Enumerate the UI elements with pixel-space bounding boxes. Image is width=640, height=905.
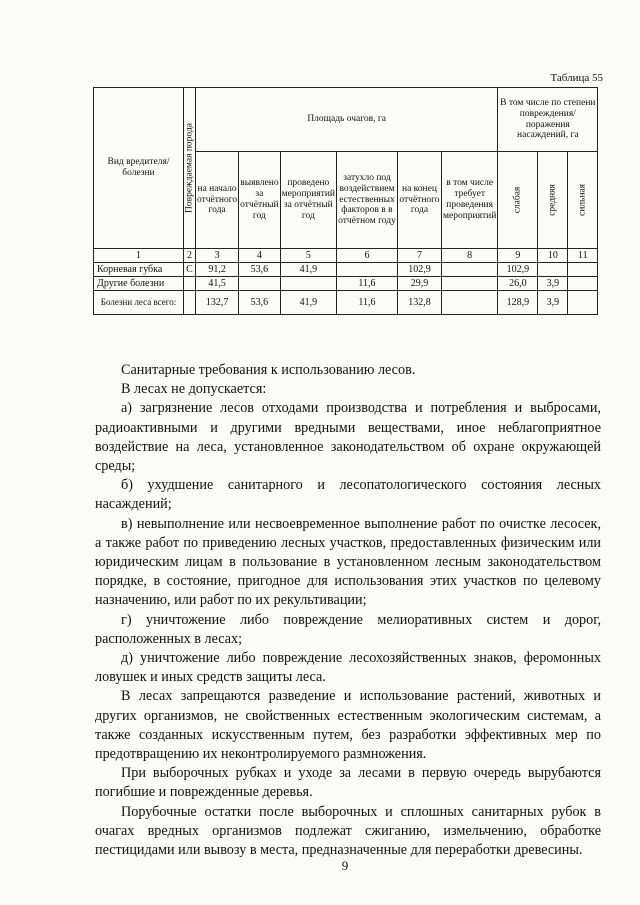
col-number: 4 <box>239 249 280 263</box>
paragraph-item-d: д) уничтожение либо повреждение лесохозяйственных знаков, феромонных ловушек и иных средств защиты леса. <box>95 650 601 686</box>
cell: С <box>184 263 196 277</box>
col-number: 10 <box>538 249 568 263</box>
paragraph-title: Санитарные требования к использованию лесов. <box>121 362 416 378</box>
cell: 53,6 <box>239 263 280 277</box>
cell: 26,0 <box>498 277 538 291</box>
cell <box>184 277 196 291</box>
header-c5: проведено мероприятий за отчётный год <box>280 152 336 249</box>
cell: Корневая губка <box>94 263 184 277</box>
table-caption: Таблица 55 <box>550 72 603 84</box>
cell <box>280 277 336 291</box>
cell: 41,9 <box>280 291 336 315</box>
header-c10 <box>538 152 568 249</box>
paragraph-item-v: в) невыполнение или несвоевременное выполнение работ по очистке лесосек, а также работ по приведению лесных участков, предоставленных физическим или юридическим лицам в пользование в установленном лесным законодательством порядке, в состояние, пригодное для использования этих участков по целевому назначению, или работ по их рекультивации; <box>95 515 601 609</box>
cell: 102,9 <box>498 263 538 277</box>
col-number: 11 <box>568 249 598 263</box>
header-c7: на конец отчётного года <box>397 152 441 249</box>
header-c3: на начало отчётного года <box>196 152 239 249</box>
cell: 41,5 <box>196 277 239 291</box>
col-number: 6 <box>336 249 397 263</box>
paragraph: При выборочных рубках и уходе за лесами в первую очередь вырубаются погибшие и поврежденные деревья. <box>95 765 601 801</box>
header-poroda-label: Повреждаемая порода <box>184 123 195 213</box>
table-row <box>94 277 598 291</box>
header-c9-label: слабая <box>512 186 523 214</box>
header-area-group: Площадь очагов, га <box>196 88 498 152</box>
paragraph-item-g: г) уничтожение либо повреждение мелиоративных систем и дорог, расположенных в лесах; <box>95 611 601 647</box>
paragraph-item-b: б) ухудшение санитарного и лесопатологического состояния лесных насаждений; <box>95 477 601 513</box>
cell <box>336 263 397 277</box>
paragraph: Порубочные остатки после выборочных и сплошных санитарных рубок в очагах вредных организмов подлежат сжиганию, измельчению, обработке пестицидами или вывозу в места, предназначенные для переработки древесины. <box>95 803 601 859</box>
cell <box>239 277 280 291</box>
cell <box>568 263 598 277</box>
table-row <box>94 263 598 277</box>
cell <box>538 263 568 277</box>
cell: 11,6 <box>336 291 397 315</box>
cell: Другие болезни <box>94 277 184 291</box>
cell <box>441 277 497 291</box>
paragraph-item-a: а) загрязнение лесов отходами производства и потребления и выбросами, радиоактивными и другими вредными веществами, иное неблагоприятное воздействие на леса, установленное законодательством об охране окружающей среды; <box>95 400 601 475</box>
header-c6: затухло под воздействием естественных факторов в в отчётном году <box>336 152 397 249</box>
header-c11-label: сильная <box>577 183 588 217</box>
col-number: 8 <box>441 249 497 263</box>
cell: 91,2 <box>196 263 239 277</box>
cell <box>568 277 598 291</box>
col-number: 9 <box>498 249 538 263</box>
cell: 41,9 <box>280 263 336 277</box>
col-number: 3 <box>196 249 239 263</box>
cell: 102,9 <box>397 263 441 277</box>
cell: 132,7 <box>196 291 239 315</box>
col-number: 2 <box>184 249 196 263</box>
col-number: 5 <box>280 249 336 263</box>
cell: 29,9 <box>397 277 441 291</box>
cell <box>184 291 196 315</box>
header-c10-label: средняя <box>547 184 558 216</box>
cell: Болезни леса всего: <box>94 291 184 315</box>
header-c11 <box>568 152 598 249</box>
cell: 3,9 <box>538 291 568 315</box>
column-number-row <box>94 249 598 263</box>
header-damage-group: В том числе по степени повреждения/поражения насаждений, га <box>498 88 598 152</box>
col-number: 1 <box>94 249 184 263</box>
cell: 132,8 <box>397 291 441 315</box>
header-poroda <box>184 88 196 249</box>
pest-foci-table <box>93 87 598 315</box>
paragraph: В лесах запрещаются разведение и использование растений, животных и других организмов, не свойственных естественным экологическим системам, а также созданных искусственным путем, без разработки эффективных мер по предотвращению их неконтролируемого размножения. <box>95 688 601 763</box>
header-c9 <box>498 152 538 249</box>
header-vid: Вид вредителя/болезни <box>94 88 184 249</box>
table-row-total <box>94 291 598 315</box>
cell <box>441 263 497 277</box>
paragraph: В лесах не допускается: <box>121 381 267 398</box>
cell: 128,9 <box>498 291 538 315</box>
col-number: 7 <box>397 249 441 263</box>
header-c4: выявлено за отчётный год <box>239 152 280 249</box>
cell: 53,6 <box>239 291 280 315</box>
page-number: 9 <box>341 858 349 873</box>
header-c8: в том числе требует проведения мероприятий <box>441 152 497 249</box>
cell <box>568 291 598 315</box>
cell: 11,6 <box>336 277 397 291</box>
cell: 3,9 <box>538 277 568 291</box>
cell <box>441 291 497 315</box>
body-text <box>95 361 601 860</box>
